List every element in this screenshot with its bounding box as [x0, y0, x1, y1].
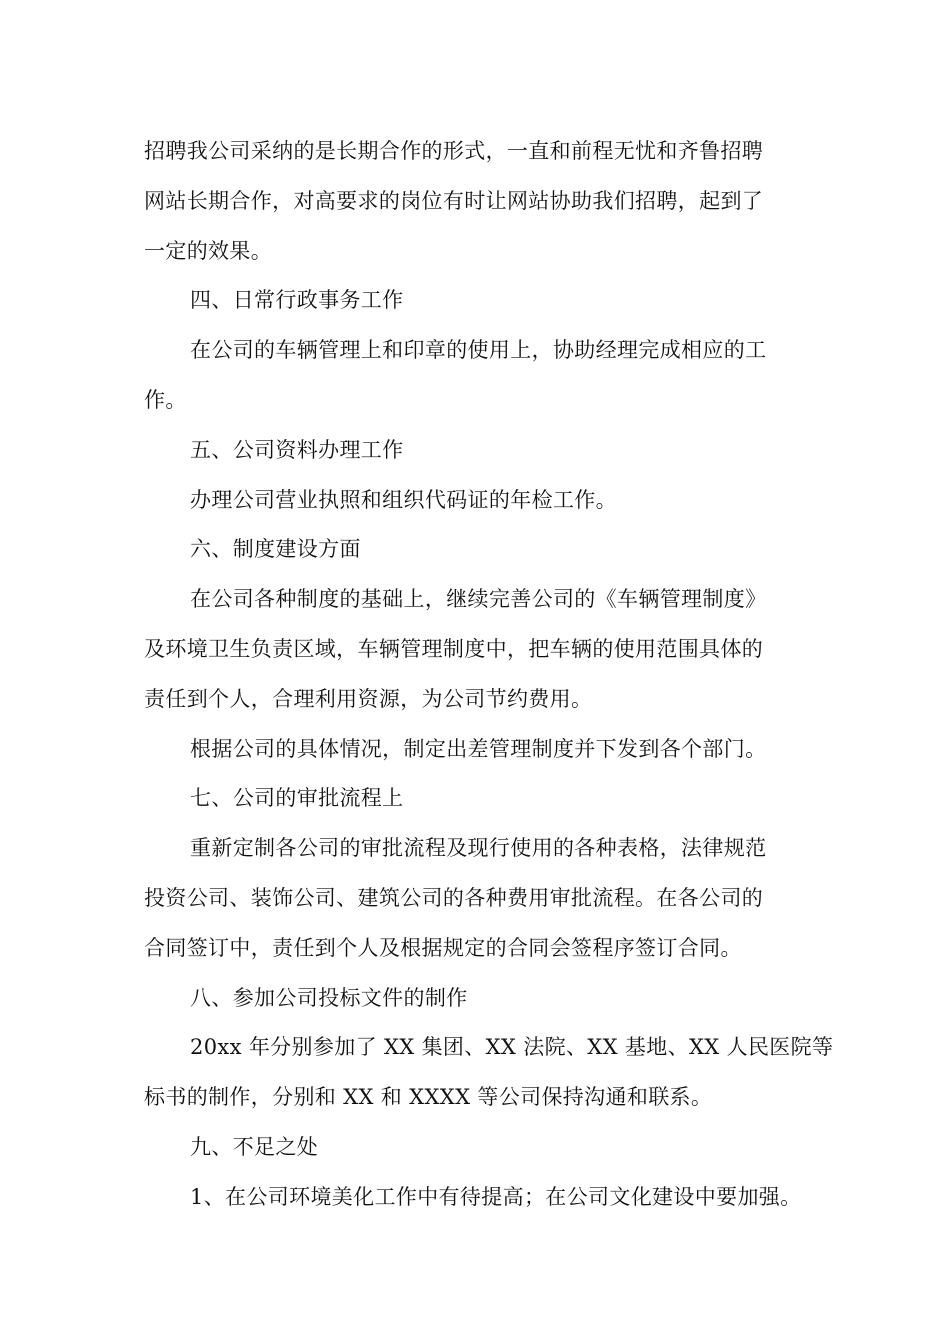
- document-body: [144, 127, 834, 1223]
- paragraph-line: 合同签订中，责任到个人及根据规定的合同会签程序签订合同。: [144, 935, 742, 960]
- paragraph-line: 办理公司营业执照和组织代码证的年检工作。: [190, 487, 617, 512]
- section-heading: 八、参加公司投标文件的制作: [190, 985, 468, 1010]
- paragraph-line: 1、在公司环境美化工作中有待提高；在公司文化建设中要加强。: [190, 1184, 802, 1209]
- paragraph-line: 根据公司的具体情况，制定出差管理制度并下发到各个部门。: [190, 736, 767, 761]
- paragraph-line: 网站长期合作，对高要求的岗位有时让网站协助我们招聘，起到了: [144, 188, 764, 213]
- section-heading: 四、日常行政事务工作: [190, 288, 404, 313]
- paragraph-line: 投资公司、装饰公司、建筑公司的各种费用审批流程。在各公司的: [144, 885, 764, 910]
- paragraph-line: 重新定制各公司的审批流程及现行使用的各种表格，法律规范: [190, 836, 767, 861]
- paragraph-line: 在公司的车辆管理上和印章的使用上，协助经理完成相应的工: [190, 338, 767, 363]
- paragraph-line: 20xx 年分别参加了 XX 集团、XX 法院、XX 基地、XX 人民医院等: [190, 1035, 834, 1060]
- paragraph-line: 在公司各种制度的基础上，继续完善公司的《车辆管理制度》: [190, 587, 767, 612]
- paragraph-line: 一定的效果。: [144, 238, 273, 263]
- section-heading: 九、不足之处: [190, 1134, 319, 1159]
- paragraph-line: 标书的制作，分别和 XX 和 XXXX 等公司保持沟通和联系。: [144, 1085, 713, 1110]
- section-heading: 五、公司资料办理工作: [190, 437, 404, 462]
- section-heading: 六、制度建设方面: [190, 537, 361, 562]
- paragraph-line: 招聘我公司采纳的是长期合作的形式，一直和前程无忧和齐鲁招聘: [144, 139, 764, 163]
- paragraph-line: 及环境卫生负责区域，车辆管理制度中，把车辆的使用范围具体的: [144, 636, 764, 661]
- paragraph-line: 责任到个人，合理利用资源，为公司节约费用。: [144, 686, 593, 711]
- section-heading: 七、公司的审批流程上: [190, 786, 404, 811]
- paragraph-line: 作。: [144, 387, 187, 412]
